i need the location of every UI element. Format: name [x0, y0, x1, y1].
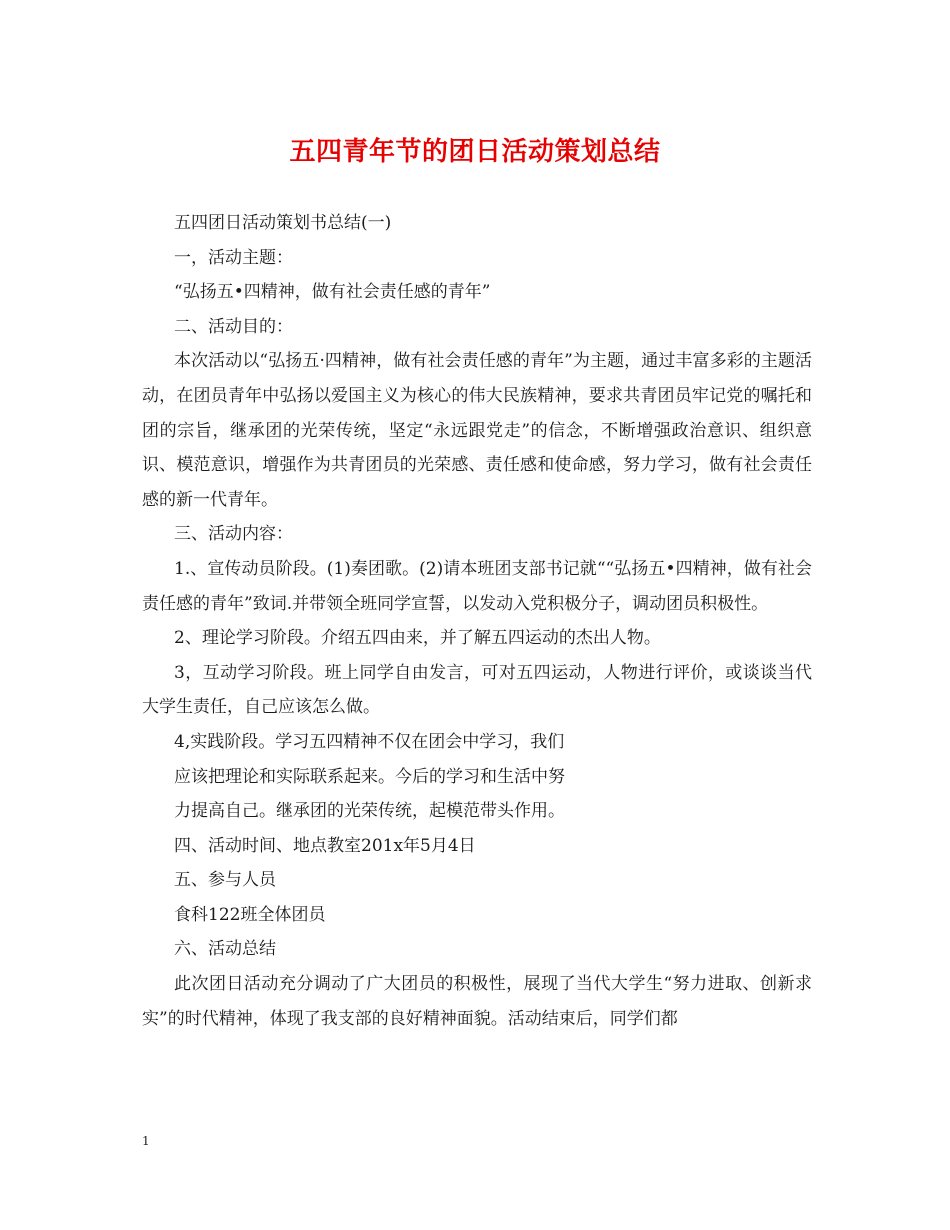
paragraph: 此次团日活动充分调动了广大团员的积极性，展现了当代大学生“努力进取、创新求实”的时代精神，体现了我支部的良好精神面貌。活动结束后，同学们都 — [142, 974, 812, 1029]
paragraph: 应该把理论和实际联系起来。今后的学习和生活中努 — [174, 766, 565, 787]
paragraph: 二、活动目的： — [174, 316, 293, 337]
paragraph: 力提高自己。继承团的光荣传统，起模范带头作用。 — [174, 801, 565, 822]
paragraph: 三、活动内容： — [174, 524, 293, 545]
page-number: 1 — [142, 1134, 150, 1148]
paragraph: 四、活动时间、地点教室201x年5月4日 — [174, 835, 476, 856]
paragraph: 本次活动以“弘扬五·四精神，做有社会责任感的青年”为主题，通过丰富多彩的主题活动，在团员青年中弘扬以爱国主义为核心的伟大民族精神，要求共青团员牢记党的嘱托和团的宗旨，继承团的光荣传统，坚定“永远跟党走”的信念，不断增强政治意识、组织意识、模范意识，增强作为共青团员的光荣感、责任感和使命感，努力学习，做有社会责任感的新一代青年。 — [142, 351, 812, 510]
document-title: 五四青年节的团日活动策划总结 — [289, 137, 661, 167]
paragraph: 3，互动学习阶段。班上同学自由发言，可对五四运动，人物进行评价，或谈谈当代大学生责任，自己应该怎么做。 — [142, 662, 812, 718]
paragraph: 六、活动总结 — [174, 939, 276, 960]
paragraph: 4,实践阶段。学习五四精神不仅在团会中学习，我们 — [174, 731, 565, 752]
paragraph: 2、理论学习阶段。介绍五四由来，并了解五四运动的杰出人物。 — [174, 628, 661, 649]
paragraph: 五、参与人员 — [174, 870, 276, 891]
paragraph: 一，活动主题： — [174, 247, 293, 268]
document-body — [142, 206, 812, 1036]
paragraph: “弘扬五•四精神，做有社会责任感的青年” — [174, 282, 491, 303]
paragraph: 食科122班全体团员 — [174, 904, 326, 925]
paragraph: 1.、宣传动员阶段。(1)奏团歌。(2)请本班团支部书记就““弘扬五•四精神，做有社会责任感的青年”致词.并带领全班同学宣誓，以发动入党积极分子，调动团员积极性。 — [142, 558, 812, 614]
paragraph: 五四团日活动策划书总结(一) — [174, 213, 392, 233]
